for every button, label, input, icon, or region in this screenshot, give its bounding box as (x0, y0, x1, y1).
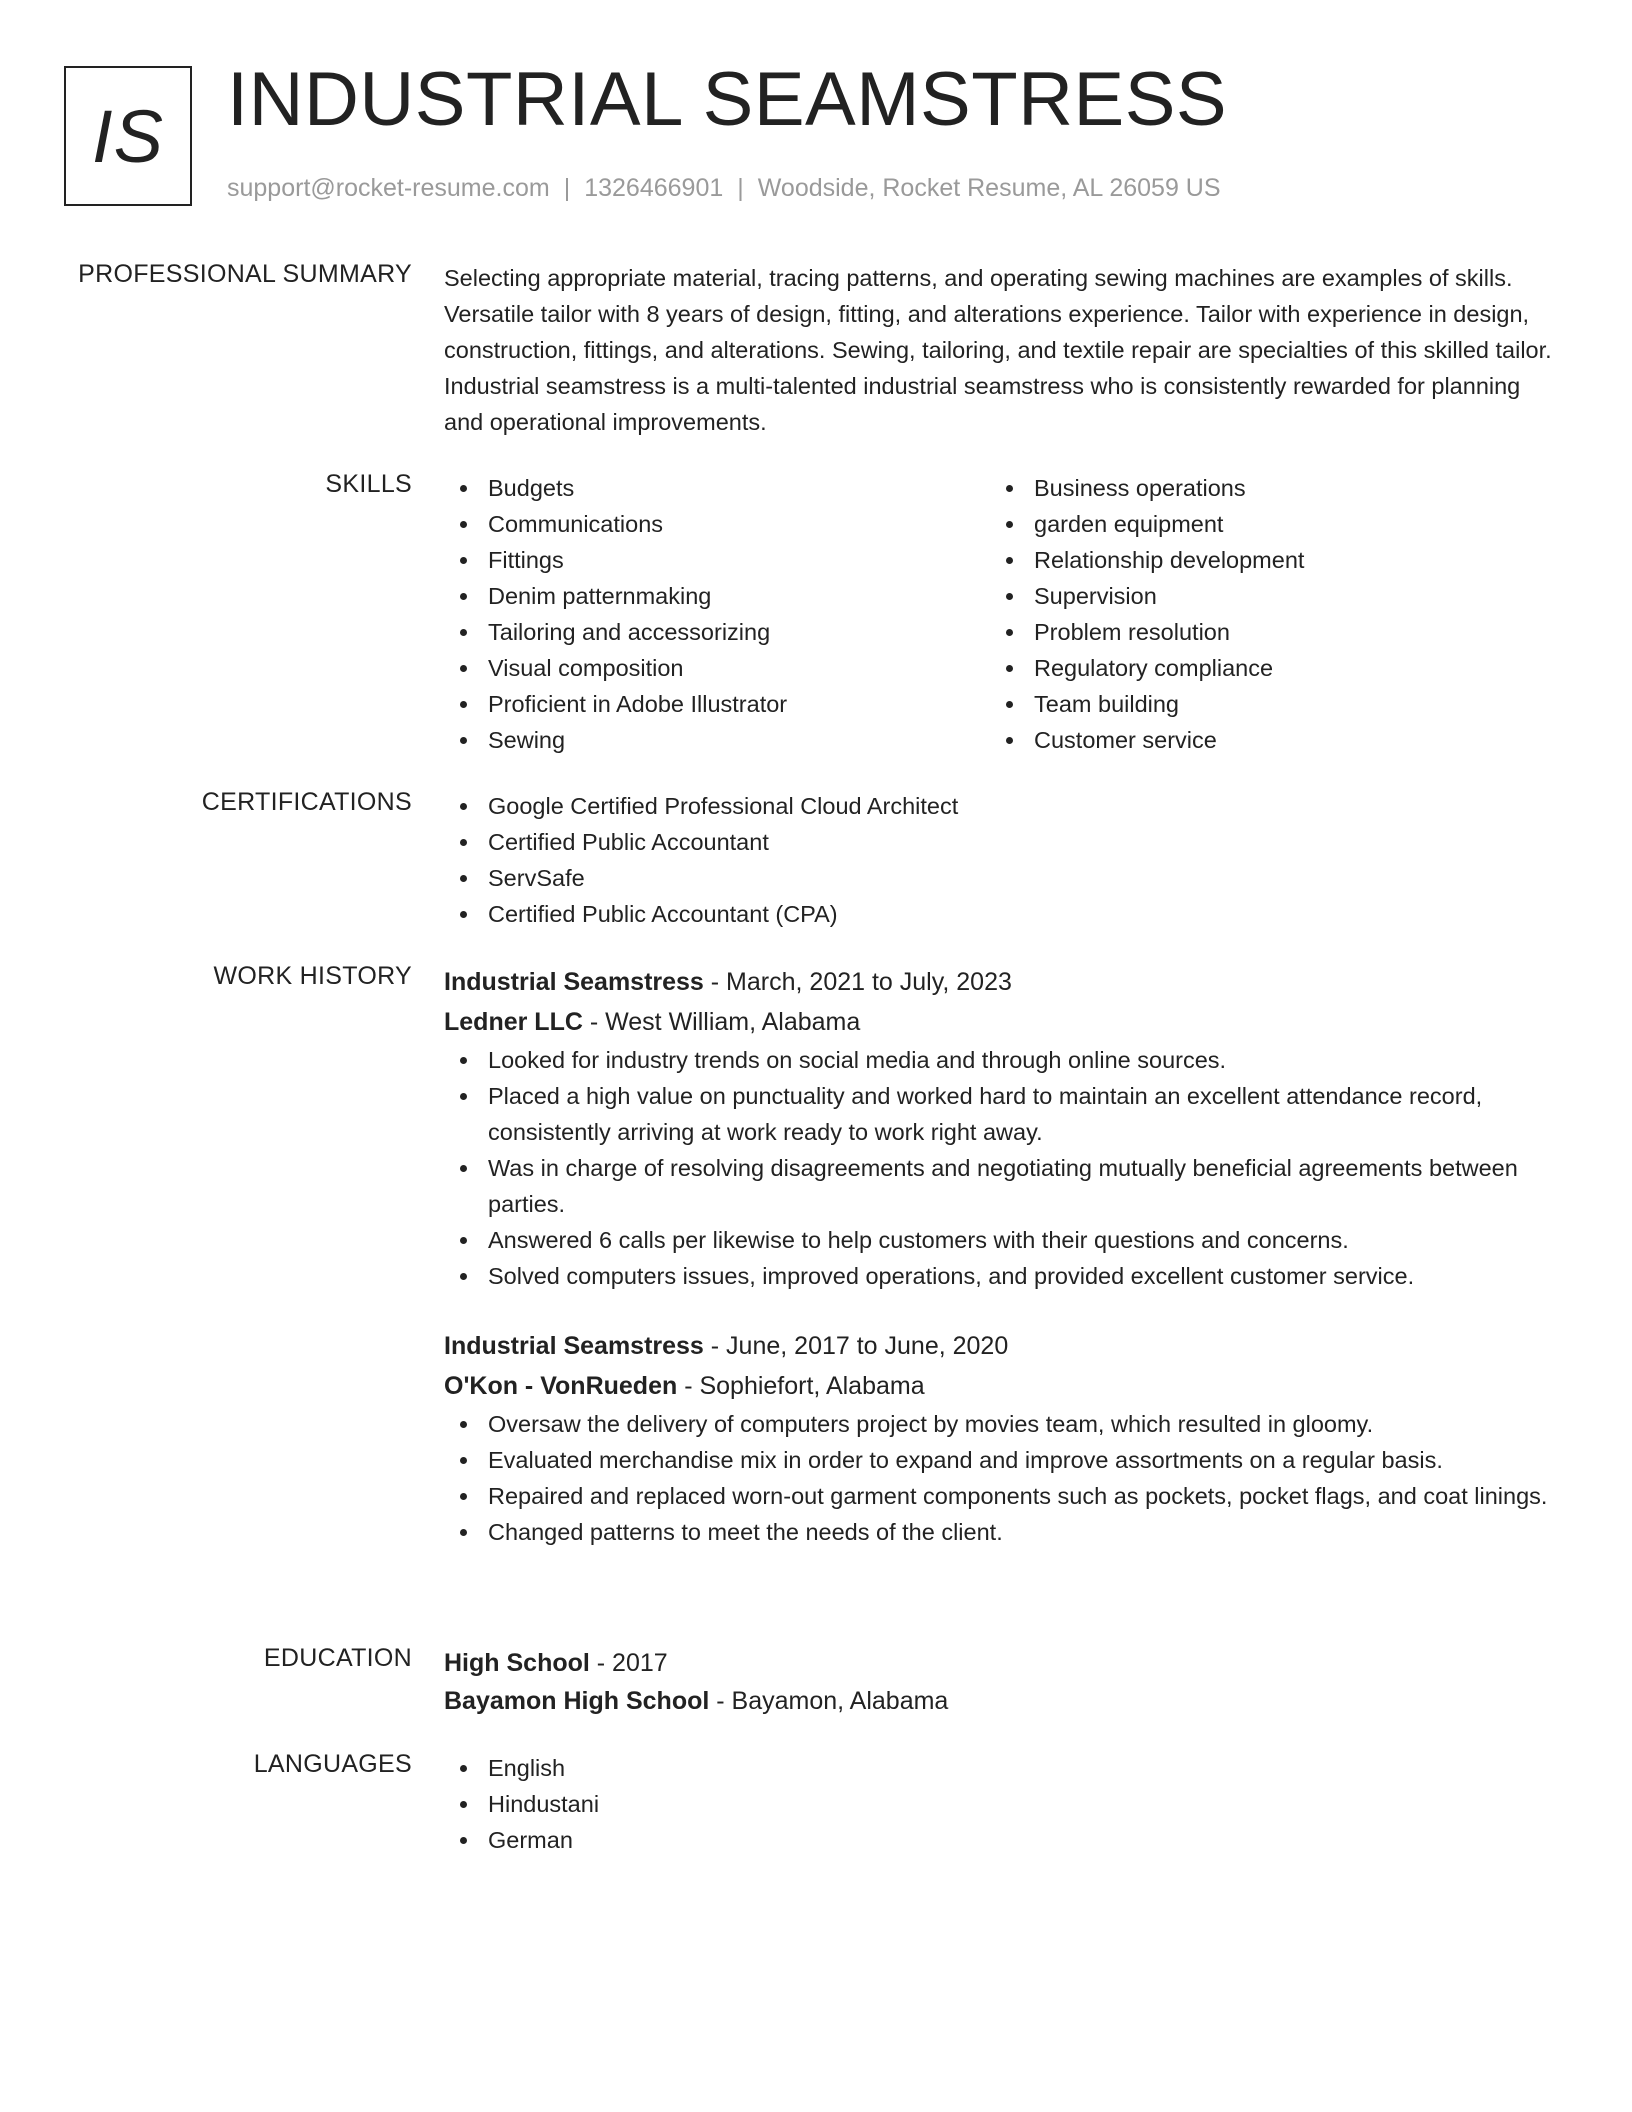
initials-logo: IS (64, 66, 192, 206)
list-item: Certified Public Accountant (444, 824, 1554, 860)
certifications-body (444, 788, 1554, 932)
contact-separator: | (737, 174, 744, 202)
list-item: Tailoring and accessorizing (444, 614, 990, 650)
education-year: - 2017 (589, 1649, 668, 1677)
work-history-body (444, 962, 1554, 1550)
job-title-line (444, 962, 1554, 1002)
list-item: garden equipment (990, 506, 1536, 542)
list-item: Evaluated merchandise mix in order to expand and improve assortments on a regular basis. (444, 1442, 1554, 1478)
education-location: - Bayamon, Alabama (709, 1687, 949, 1715)
job-entry (444, 1326, 1554, 1550)
list-item: ServSafe (444, 860, 1554, 896)
certifications-list (444, 788, 1554, 932)
list-item: Looked for industry trends on social media and through online sources. (444, 1042, 1554, 1078)
skills-body (444, 470, 1554, 758)
job-company-line (444, 1366, 1554, 1406)
list-item: English (444, 1750, 1554, 1786)
job-dates: - March, 2021 to July, 2023 (703, 968, 1012, 996)
list-item: Solved computers issues, improved operations, and provided excellent customer service. (444, 1258, 1554, 1294)
education-degree: High School (444, 1649, 590, 1677)
contact-line (227, 174, 1221, 203)
list-item: Answered 6 calls per likewise to help customers with their questions and concerns. (444, 1222, 1554, 1258)
skills-list-right (990, 470, 1536, 758)
education-school: Bayamon High School (444, 1687, 710, 1715)
job-title-line (444, 1326, 1554, 1366)
section-title-summary: PROFESSIONAL SUMMARY (78, 260, 412, 288)
section-title-skills: SKILLS (325, 470, 412, 498)
list-item: Changed patterns to meet the needs of the client. (444, 1514, 1554, 1550)
list-item: Google Certified Professional Cloud Architect (444, 788, 1554, 824)
education-body (444, 1644, 1554, 1720)
contact-phone: 1326466901 (584, 174, 724, 202)
list-item: Placed a high value on punctuality and worked hard to maintain an excellent attendance record, consistently arriving at work ready to work right away. (444, 1078, 1554, 1150)
education-school-line (444, 1682, 1554, 1720)
list-item: Denim patternmaking (444, 578, 990, 614)
contact-address: Woodside, Rocket Resume, AL 26059 US (757, 174, 1221, 202)
section-title-education: EDUCATION (263, 1644, 412, 1672)
list-item: Supervision (990, 578, 1536, 614)
list-item: Certified Public Accountant (CPA) (444, 896, 1554, 932)
list-item: Oversaw the delivery of computers project by movies team, which resulted in gloomy. (444, 1406, 1554, 1442)
list-item: Business operations (990, 470, 1536, 506)
list-item: German (444, 1822, 1554, 1858)
skills-list-left (444, 470, 990, 758)
summary-text: Selecting appropriate material, tracing patterns, and operating sewing machines are examples of skills. Versatile tailor with 8 years of design, fitting, and alterations experience. Tailor with experience in design, construction, fittings, and alterations. Sewing, tailoring, and textile repair are specialties of this skilled tailor. Industrial seamstress is a multi-talented industrial seamstress who is consistently rewarded for planning and operational improvements. (444, 265, 1552, 435)
list-item: Team building (990, 686, 1536, 722)
job-company: Ledner LLC (444, 1008, 583, 1036)
list-item: Hindustani (444, 1786, 1554, 1822)
job-company-line (444, 1002, 1554, 1042)
job-duties-list (444, 1042, 1554, 1294)
list-item: Communications (444, 506, 990, 542)
summary-body (444, 260, 1554, 440)
list-item: Budgets (444, 470, 990, 506)
job-duties-list (444, 1406, 1554, 1550)
list-item: Proficient in Adobe Illustrator (444, 686, 990, 722)
job-dates: - June, 2017 to June, 2020 (703, 1332, 1009, 1360)
page-title: INDUSTRIAL SEAMSTRESS (227, 57, 1228, 142)
job-role: Industrial Seamstress (444, 968, 704, 996)
list-item: Fittings (444, 542, 990, 578)
list-item: Customer service (990, 722, 1536, 758)
languages-body (444, 1750, 1554, 1858)
job-role: Industrial Seamstress (444, 1332, 704, 1360)
job-location: - Sophiefort, Alabama (677, 1372, 925, 1400)
education-degree-line (444, 1644, 1554, 1682)
list-item: Problem resolution (990, 614, 1536, 650)
list-item: Visual composition (444, 650, 990, 686)
section-title-work-history: WORK HISTORY (213, 962, 412, 990)
list-item: Was in charge of resolving disagreements and negotiating mutually beneficial agreements between parties. (444, 1150, 1554, 1222)
contact-email: support@rocket-resume.com (227, 174, 550, 202)
list-item: Relationship development (990, 542, 1536, 578)
section-title-languages: LANGUAGES (253, 1750, 412, 1778)
job-location: - West William, Alabama (582, 1008, 861, 1036)
section-title-certifications: CERTIFICATIONS (201, 788, 412, 816)
contact-separator: | (563, 174, 571, 202)
job-company: O'Kon - VonRueden (444, 1372, 678, 1400)
list-item: Sewing (444, 722, 990, 758)
list-item: Regulatory compliance (990, 650, 1536, 686)
languages-list (444, 1750, 1554, 1858)
list-item: Repaired and replaced worn-out garment components such as pockets, pocket flags, and coat linings. (444, 1478, 1554, 1514)
job-entry (444, 962, 1554, 1294)
